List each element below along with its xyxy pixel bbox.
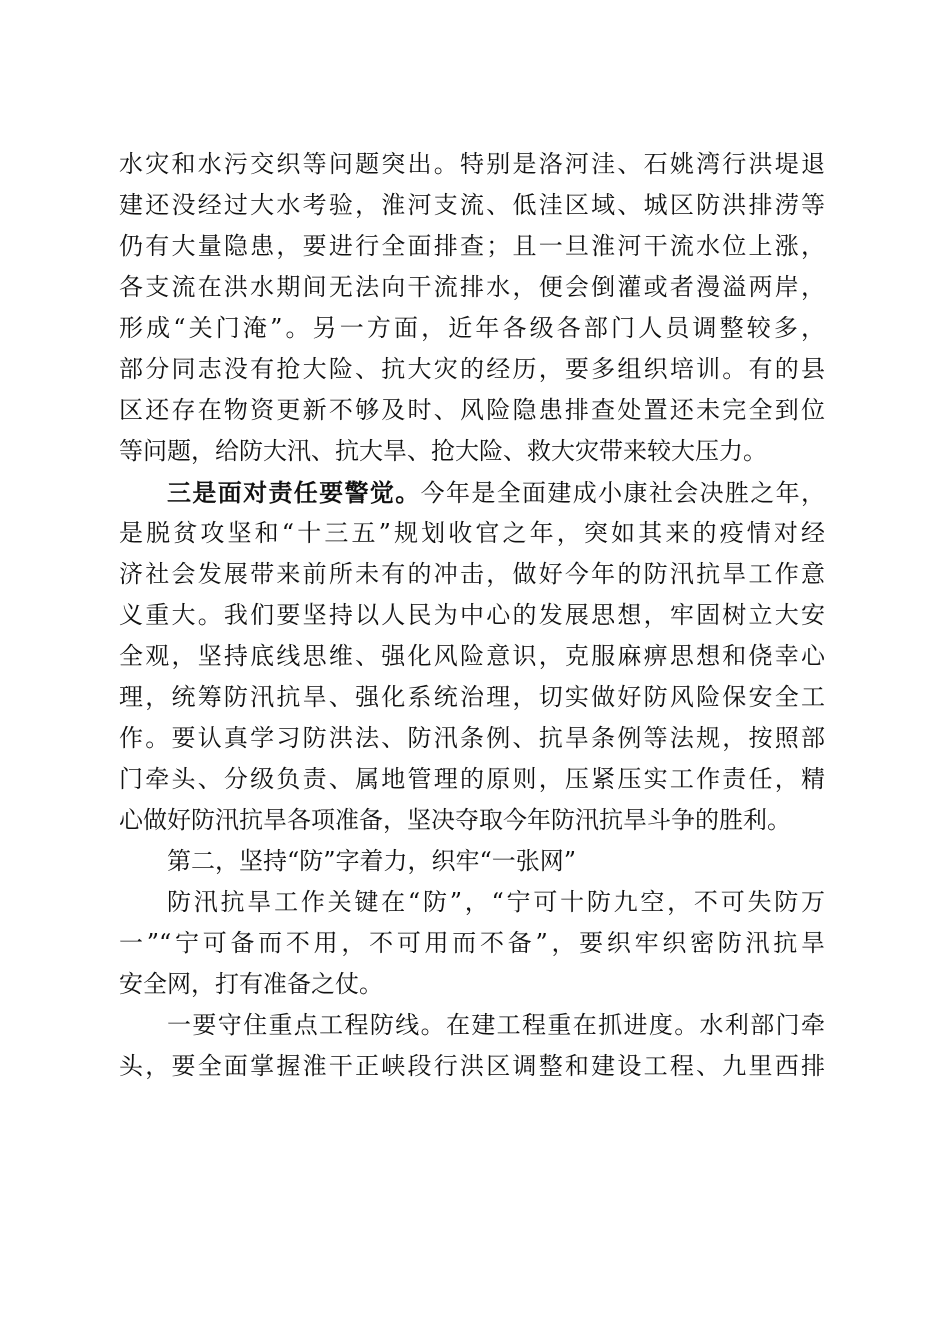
text-line: 仍有大量隐患，要进行全面排查；且一旦淮河干流水位上涨，: [119, 232, 825, 260]
text-line: 等问题，给防大汛、抗大旱、抢大险、救大灾带来较大压力。: [119, 437, 767, 465]
document-page: [119, 144, 825, 1087]
text-line: 一要守住重点工程防线。在建工程重在抓进度。水利部门牵: [167, 1011, 825, 1039]
text-line: 理，统筹防汛抗旱、强化系统治理，切实做好防风险保安全工: [119, 683, 825, 711]
section-heading: 第二，坚持“防”字着力，织牢“一张网”: [167, 847, 577, 875]
text-line: 水灾和水污交织等问题突出。特别是洛河洼、石姚湾行洪堤退: [119, 150, 825, 178]
text-line: 作。要认真学习防洪法、防汛条例、抗旱条例等法规，按照部: [119, 724, 825, 752]
text-line: 心做好防汛抗旱各项准备，坚决夺取今年防汛抗旱斗争的胜利。: [119, 806, 791, 834]
paragraph-key-projects: [119, 1005, 825, 1087]
text-line: 部分同志没有抢大险、抗大灾的经历，要多组织培训。有的县: [119, 355, 825, 383]
paragraph-flood-risks: [119, 144, 825, 472]
paragraph-responsibility: [119, 472, 825, 841]
text-line: 安全网，打有准备之仗。: [119, 970, 383, 998]
text-fragment: 今年是全面建成小康社会决胜之年，: [420, 479, 825, 507]
text-line: 是脱贫攻坚和“十三五”规划收官之年，突如其来的疫情对经: [119, 519, 825, 547]
text-line: 一”“宁可备而不用，不可用而不备”，要织牢织密防汛抗旱: [119, 929, 825, 957]
text-line: 各支流在洪水期间无法向干流排水，便会倒灌或者漫溢两岸，: [119, 273, 825, 301]
text-line: 防汛抗旱工作关键在“防”，“宁可十防九空，不可失防万: [167, 888, 825, 916]
text-line: 义重大。我们要坚持以人民为中心的发展思想，牢固树立大安: [119, 601, 825, 629]
paragraph-prevention: [119, 882, 825, 1005]
text-line: 济社会发展带来前所未有的冲击，做好今年的防汛抗旱工作意: [119, 560, 825, 588]
text-line: 门牵头、分级负责、属地管理的原则，压紧压实工作责任，精: [119, 765, 825, 793]
text-line: 形成“关门淹”。另一方面，近年各级各部门人员调整较多，: [119, 314, 825, 342]
text-line: [119, 472, 825, 513]
text-line: 建还没经过大水考验，淮河支流、低洼区域、城区防洪排涝等: [119, 191, 825, 219]
text-line: 区还存在物资更新不够及时、风险隐患排查处置还未完全到位: [119, 396, 825, 424]
paragraph-lead: 三是面对责任要警觉。: [167, 478, 421, 507]
text-line: 全观，坚持底线思维、强化风险意识，克服麻痹思想和侥幸心: [119, 642, 825, 670]
text-line: 头，要全面掌握淮干正峡段行洪区调整和建设工程、九里西排: [119, 1052, 825, 1080]
